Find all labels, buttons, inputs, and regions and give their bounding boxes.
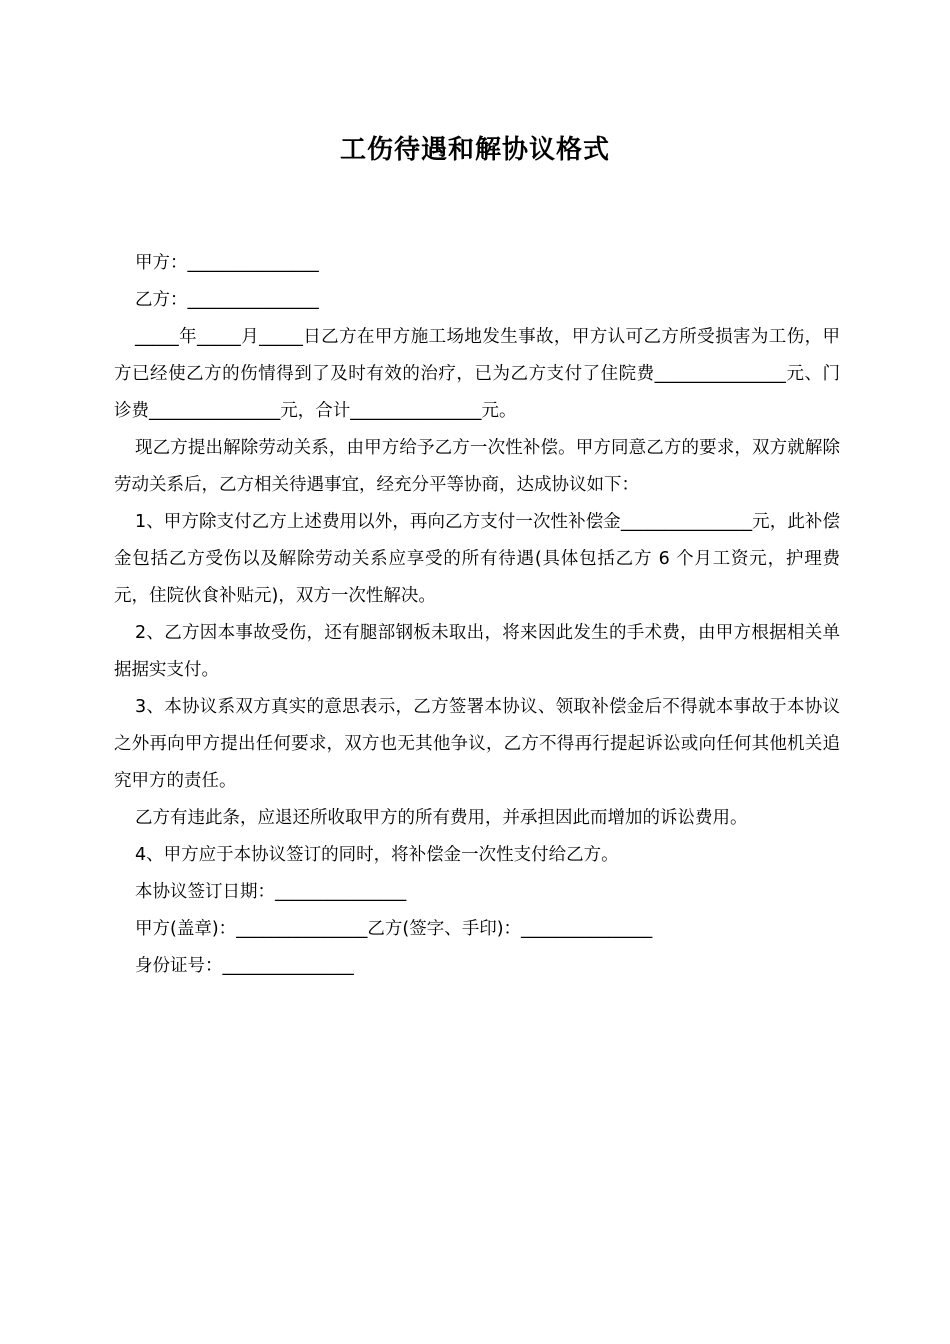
signing-date-line: 本协议签订日期：_______________ [135, 882, 407, 902]
document-title: 工伤待遇和解协议格式 [339, 135, 610, 165]
party-b-line: 乙方：_______________ [135, 290, 319, 310]
clause-2: 2、乙方因本事故受伤，还有腿部钢板未取出，将来因此发生的手术费，由甲方根据相关单据据实支付。 [114, 623, 840, 680]
termination-paragraph: 现乙方提出解除劳动关系，由甲方给予乙方一次性补偿。甲方同意乙方的要求，双方就解除劳动关系后，乙方相关待遇事宜，经充分平等协商，达成协议如下： [114, 438, 840, 495]
clause-3-note: 乙方有违此条，应退还所收取甲方的所有费用，并承担因此而增加的诉讼费用。 [135, 808, 748, 828]
signature-line: 甲方(盖章)：_______________乙方(签字、手印)：_______________ [135, 919, 653, 939]
party-a-line: 甲方：_______________ [135, 253, 319, 273]
document-body [114, 245, 840, 985]
clause-4: 4、甲方应于本协议签订的同时，将补偿金一次性支付给乙方。 [135, 845, 619, 865]
id-number-line: 身份证号：_______________ [135, 956, 354, 976]
incident-paragraph: _____年_____月_____日乙方在甲方施工场地发生事故，甲方认可乙方所受损害为工伤，甲方已经使乙方的伤情得到了及时有效的治疗，已为乙方支付了住院费_______________元、门诊费_______________元，合计_______________元。 [114, 327, 840, 421]
clause-1: 1、甲方除支付乙方上述费用以外，再向乙方支付一次性补偿金_______________元，此补偿金包括乙方受伤以及解除劳动关系应享受的所有待遇(具体包括乙方 6 个月工资元，护理费元，住院伙食补贴元)，双方一次性解决。 [114, 512, 840, 606]
clause-3: 3、本协议系双方真实的意思表示，乙方签署本协议、领取补偿金后不得就本事故于本协议之外再向甲方提出任何要求，双方也无其他争议，乙方不得再行提起诉讼或向任何其他机关追究甲方的责任。 [114, 697, 840, 791]
